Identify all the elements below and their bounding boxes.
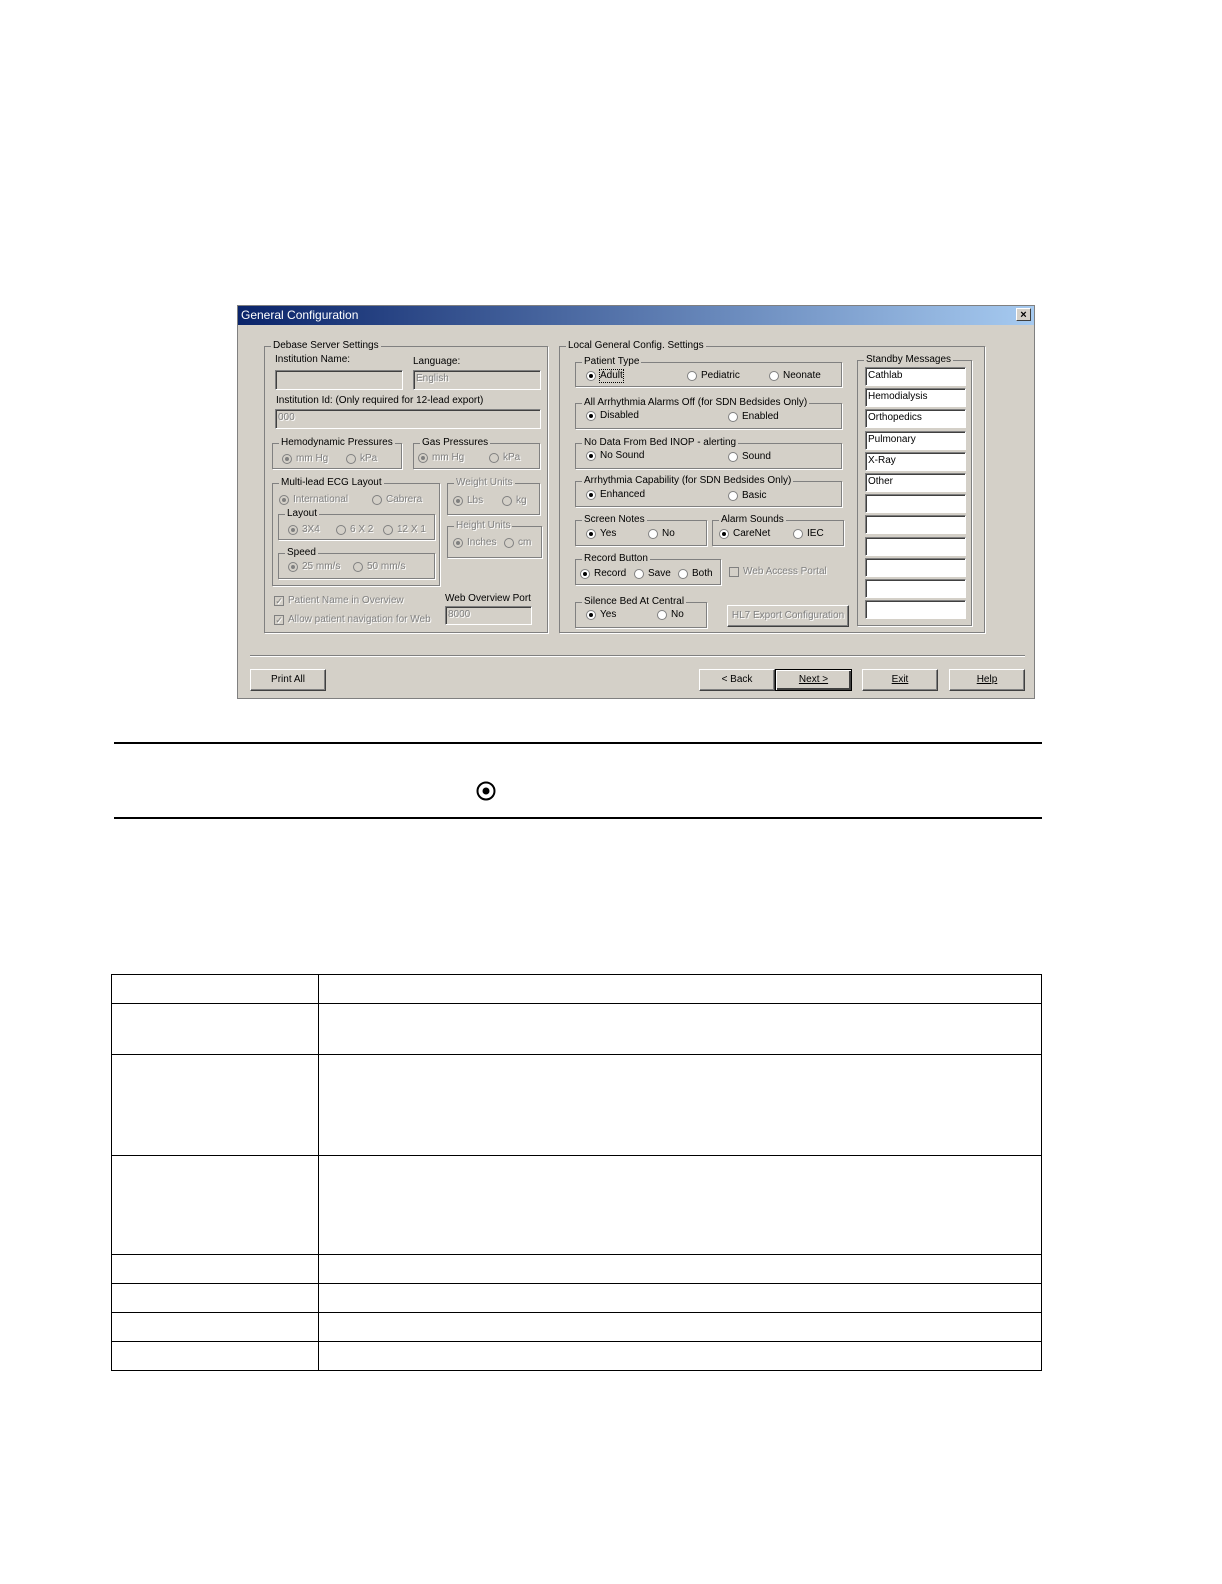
radio-unselected-icon <box>372 495 382 505</box>
weight-lbs-radio[interactable]: Lbs <box>453 495 483 507</box>
basic-radio[interactable]: Basic <box>728 490 766 502</box>
arrhythmia-disabled-radio[interactable]: Disabled <box>586 410 639 422</box>
speed-label: Speed <box>287 547 316 558</box>
button-separator <box>250 655 1025 657</box>
no-data-label: No Data From Bed INOP - alerting <box>584 437 737 448</box>
standby-message-field[interactable]: Cathlab <box>865 367 966 386</box>
dialog-title: General Configuration <box>241 308 359 322</box>
patient-adult-radio[interactable]: Adult <box>586 370 623 382</box>
radio-selected-icon <box>586 411 596 421</box>
exit-label: Exit <box>891 674 909 685</box>
table-row <box>112 1156 1042 1255</box>
table-cell <box>319 1055 1042 1156</box>
radio-selected-icon <box>279 495 289 505</box>
ecg-label: Multi-lead ECG Layout <box>281 477 382 488</box>
table-cell <box>112 1156 319 1255</box>
layout-12x1-radio[interactable]: 12 X 1 <box>383 524 426 536</box>
speed-50-radio[interactable]: 50 mm/s <box>353 561 405 573</box>
table-cell <box>112 1313 319 1342</box>
alarm-sounds-label: Alarm Sounds <box>721 514 784 525</box>
institution-id-label: Institution Id: (Only required for 12-lead export) <box>276 395 484 406</box>
hl7-export-configuration-button[interactable]: HL7 Export Configuration <box>727 605 849 627</box>
table-cell <box>319 1156 1042 1255</box>
ecg-cabrera-radio[interactable]: Cabrera <box>372 494 422 506</box>
arrhythmia-off-label: All Arrhythmia Alarms Off (for SDN Bedsides Only) <box>584 397 808 408</box>
radio-unselected-icon <box>728 491 738 501</box>
standby-message-field[interactable] <box>865 600 966 619</box>
layout-6x2-radio[interactable]: 6 X 2 <box>336 524 373 536</box>
standby-message-field[interactable] <box>865 515 966 534</box>
standby-message-field[interactable]: Pulmonary <box>865 431 966 450</box>
radio-selected-icon <box>580 569 590 579</box>
settings-table <box>111 974 1042 1371</box>
web-port-field[interactable]: 8000 <box>445 606 532 625</box>
radio-unselected-icon <box>648 529 658 539</box>
checkbox-unchecked-icon <box>729 567 739 577</box>
table-cell <box>112 1004 319 1055</box>
table-row <box>112 1055 1042 1156</box>
close-button[interactable]: × <box>1016 308 1031 321</box>
radio-unselected-icon <box>336 525 346 535</box>
radio-selected-icon <box>586 529 596 539</box>
both-radio[interactable]: Both <box>678 568 713 580</box>
web-port-label: Web Overview Port <box>445 593 531 604</box>
height-cm-radio[interactable]: cm <box>504 537 531 549</box>
silence-bed-label: Silence Bed At Central <box>584 596 685 607</box>
general-configuration-dialog <box>237 305 1035 699</box>
standby-message-field[interactable]: Hemodialysis <box>865 388 966 407</box>
gas-mmhg-radio[interactable]: mm Hg <box>418 452 464 464</box>
back-button[interactable]: < Back <box>699 669 775 691</box>
ecg-international-radio[interactable]: International <box>279 494 348 506</box>
title-bar <box>238 306 1034 325</box>
table-row <box>112 975 1042 1004</box>
table-row <box>112 1284 1042 1313</box>
radio-selected-icon <box>282 454 292 464</box>
no-sound-radio[interactable]: No Sound <box>586 450 644 462</box>
standby-message-field[interactable] <box>865 537 966 556</box>
radio-unselected-icon <box>728 412 738 422</box>
help-label: Help <box>976 674 998 685</box>
web-access-portal-checkbox[interactable]: Web Access Portal <box>729 566 827 578</box>
radio-unselected-icon <box>728 452 738 462</box>
radio-selected-icon <box>586 610 596 620</box>
radio-unselected-icon <box>793 529 803 539</box>
radio-selected-icon <box>476 781 496 801</box>
debase-group-label: Debase Server Settings <box>273 340 379 351</box>
speed-25-radio[interactable]: 25 mm/s <box>288 561 340 573</box>
radio-unselected-icon <box>657 610 667 620</box>
table-cell <box>112 1342 319 1371</box>
radio-selected-icon <box>719 529 729 539</box>
height-inches-radio[interactable]: Inches <box>453 537 496 549</box>
arrhythmia-cap-label: Arrhythmia Capability (for SDN Bedsides Only) <box>584 475 792 486</box>
radio-unselected-icon <box>678 569 688 579</box>
institution-name-label: Institution Name: <box>275 354 351 365</box>
language-field[interactable]: English <box>413 370 541 390</box>
language-label: Language: <box>413 356 461 367</box>
patient-pediatric-radio[interactable]: Pediatric <box>687 370 740 382</box>
table-cell <box>112 1055 319 1156</box>
checkbox-checked-icon: ✓ <box>275 596 283 606</box>
standby-message-field[interactable] <box>865 558 966 577</box>
layout-3x4-radio[interactable]: 3X4 <box>288 524 320 536</box>
silence-no-radio[interactable]: No <box>657 609 684 621</box>
print-all-button[interactable]: Print All <box>250 669 326 691</box>
sound-radio[interactable]: Sound <box>728 451 771 463</box>
patient-type-label: Patient Type <box>584 356 640 367</box>
standby-label: Standby Messages <box>866 354 952 365</box>
screen-notes-yes-radio[interactable]: Yes <box>586 528 616 540</box>
layout-label: Layout <box>287 508 318 519</box>
record-button-label: Record Button <box>584 553 648 564</box>
help-button[interactable] <box>949 669 1025 691</box>
radio-selected-icon <box>586 490 596 500</box>
weight-kg-radio[interactable]: kg <box>502 495 527 507</box>
radio-selected-icon <box>288 562 298 572</box>
radio-unselected-icon <box>502 496 512 506</box>
record-radio[interactable]: Record <box>580 568 626 580</box>
radio-unselected-icon <box>383 525 393 535</box>
table-cell <box>319 1284 1042 1313</box>
institution-id-field[interactable]: 000 <box>275 409 541 429</box>
table-cell <box>319 1255 1042 1284</box>
enhanced-radio[interactable]: Enhanced <box>586 489 645 501</box>
local-group-label: Local General Config. Settings <box>568 340 704 351</box>
gas-kpa-radio[interactable]: kPa <box>489 452 520 464</box>
hemo-kpa-radio[interactable]: kPa <box>346 453 377 465</box>
top-rule <box>114 742 1042 744</box>
gas-label: Gas Pressures <box>422 437 489 448</box>
radio-unselected-icon <box>346 454 356 464</box>
table-row <box>112 1255 1042 1284</box>
radio-unselected-icon <box>687 371 697 381</box>
bottom-rule <box>114 817 1042 819</box>
weight-label: Weight Units <box>456 477 513 488</box>
radio-unselected-icon <box>489 453 499 463</box>
table-row <box>112 1004 1042 1055</box>
hemo-mmhg-radio[interactable]: mm Hg <box>282 453 328 465</box>
institution-name-field[interactable] <box>275 370 403 390</box>
patient-neonate-radio[interactable]: Neonate <box>769 370 821 382</box>
patient-name-overview-checkbox[interactable]: ✓ Patient Name in Overview <box>275 595 404 606</box>
radio-selected-icon <box>586 371 596 381</box>
radio-selected-icon <box>418 453 428 463</box>
radio-selected-icon <box>288 525 298 535</box>
screen-notes-label: Screen Notes <box>584 514 645 525</box>
table-cell <box>112 1284 319 1313</box>
arrhythmia-enabled-radio[interactable]: Enabled <box>728 411 779 423</box>
standby-message-field[interactable]: Orthopedics <box>865 409 966 428</box>
radio-unselected-icon <box>634 569 644 579</box>
table-cell <box>319 1313 1042 1342</box>
allow-patient-nav-checkbox[interactable]: ✓ Allow patient navigation for Web <box>275 614 431 625</box>
table-cell <box>112 1255 319 1284</box>
radio-unselected-icon <box>504 538 514 548</box>
table-cell <box>319 975 1042 1004</box>
screen-notes-no-radio[interactable]: No <box>648 528 675 540</box>
standby-message-field[interactable]: X-Ray <box>865 452 966 471</box>
hemo-label: Hemodynamic Pressures <box>281 437 393 448</box>
standby-message-field[interactable] <box>865 579 966 598</box>
radio-unselected-icon <box>353 562 363 572</box>
table-row <box>112 1313 1042 1342</box>
standby-message-field[interactable] <box>865 494 966 513</box>
iec-radio[interactable]: IEC <box>793 528 824 540</box>
radio-selected-icon <box>453 538 463 548</box>
carenet-radio[interactable]: CareNet <box>719 528 770 540</box>
save-radio[interactable]: Save <box>634 568 671 580</box>
radio-selected-icon <box>586 451 596 461</box>
height-label: Height Units <box>456 520 511 531</box>
table-cell <box>112 975 319 1004</box>
radio-selected-icon <box>453 496 463 506</box>
table-row <box>112 1342 1042 1371</box>
standby-message-field[interactable]: Other <box>865 473 966 492</box>
radio-unselected-icon <box>769 371 779 381</box>
silence-yes-radio[interactable]: Yes <box>586 609 616 621</box>
next-label: Next > <box>798 674 829 685</box>
table-cell <box>319 1004 1042 1055</box>
checkbox-checked-icon: ✓ <box>275 615 283 625</box>
exit-button[interactable] <box>862 669 938 691</box>
table-cell <box>319 1342 1042 1371</box>
next-button[interactable] <box>775 669 852 691</box>
